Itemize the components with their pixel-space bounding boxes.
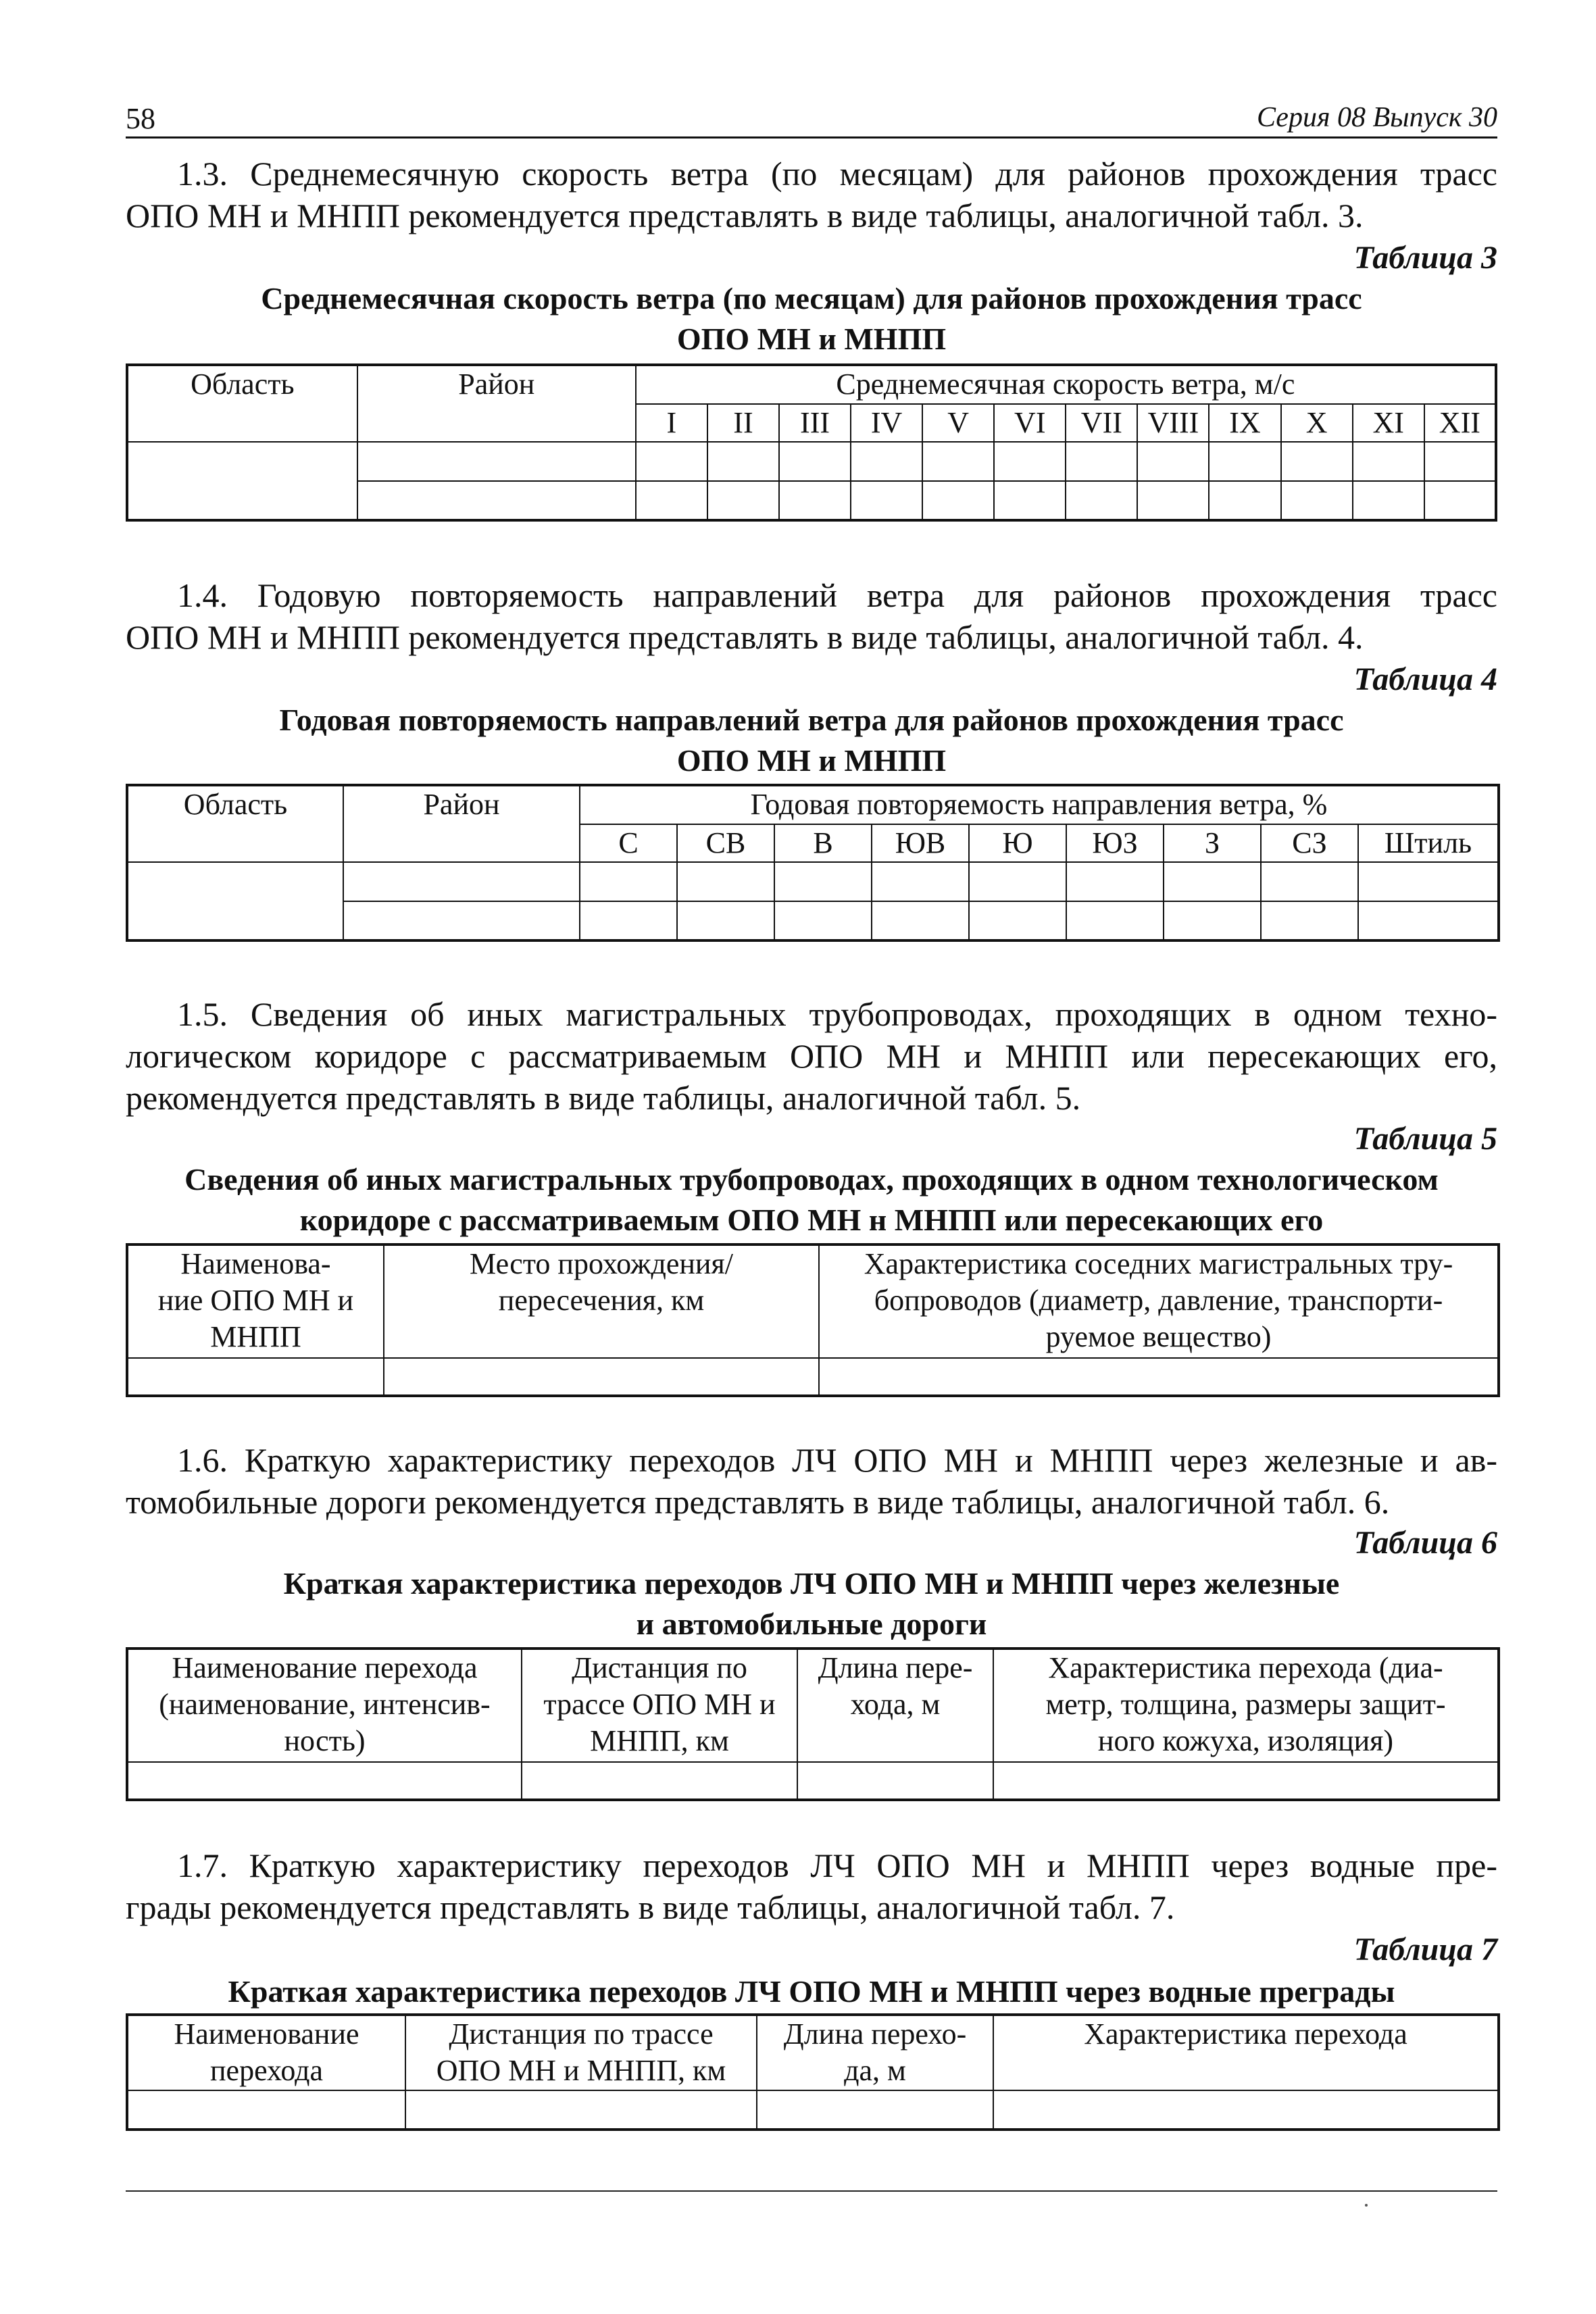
header-distance xyxy=(522,1649,797,1762)
header-line: Характеристика перехода xyxy=(1084,2017,1407,2051)
paragraph-1-4 xyxy=(126,574,1497,658)
header-line: перехода xyxy=(210,2054,323,2087)
month-header: VIII xyxy=(1137,404,1209,442)
header-wind-direction: Годовая повторяемость направления ветра, % xyxy=(580,785,1499,824)
direction-header: ЮЗ xyxy=(1066,824,1164,862)
title-line: Краткая характеристика переходов ЛЧ ОПО МН и МНПП через железные xyxy=(283,1566,1340,1601)
month-header: VI xyxy=(994,404,1066,442)
table-6-title xyxy=(126,1563,1497,1644)
header-distance xyxy=(405,2015,757,2090)
empty-cell xyxy=(127,862,343,940)
header-line: Дистанция по трассе xyxy=(449,2017,714,2051)
title-line: Среднемесячная скорость ветра (по месяцам) для районов прохождения трасс xyxy=(261,281,1362,316)
paragraph-line: рекомендуется представлять в виде таблицы, аналогичной табл. 5. xyxy=(126,1079,1081,1117)
table-row xyxy=(127,442,1496,481)
paragraph-1-7 xyxy=(126,1844,1497,1928)
footer-rule xyxy=(126,2190,1497,2192)
header-characteristics xyxy=(819,1244,1499,1358)
table-7 xyxy=(126,2013,1500,2131)
header-wind-speed: Среднемесячная скорость ветра, м/с xyxy=(636,365,1496,404)
title-line: ОПО МН и МНПП xyxy=(676,322,947,356)
table-4 xyxy=(126,784,1500,942)
table-3 xyxy=(126,363,1497,522)
table-row xyxy=(127,862,1499,901)
header-oblast: Область xyxy=(127,365,357,442)
page-header xyxy=(126,101,1497,139)
table-7-title xyxy=(126,1971,1497,2012)
header-line: Длина перехо- xyxy=(783,2017,967,2051)
header-crossing-name xyxy=(127,1649,522,1762)
header-line: хода, м xyxy=(850,1688,941,1721)
month-header: III xyxy=(779,404,851,442)
header-line: ние ОПО МН и xyxy=(157,1284,354,1317)
direction-header: З xyxy=(1164,824,1261,862)
table-6 xyxy=(126,1647,1500,1801)
table-3-label: Таблица 3 xyxy=(1353,240,1497,276)
header-line: ного кожуха, изоляция) xyxy=(1097,1724,1394,1757)
paragraph-1-3 xyxy=(126,153,1497,236)
month-header: VII xyxy=(1066,404,1137,442)
header-line: пересечения, км xyxy=(498,1284,705,1317)
paragraph-line: ОПО МН и МНПП рекомендуется представлять в виде таблицы, аналогичной табл. 3. xyxy=(126,197,1364,234)
month-header: IX xyxy=(1209,404,1280,442)
direction-header: С xyxy=(580,824,677,862)
header-line: Характеристика перехода (диа- xyxy=(1048,1651,1443,1684)
table-5-title xyxy=(126,1159,1497,1240)
title-line: Сведения об иных магистральных трубопроводах, проходящих в одном технологическом xyxy=(184,1162,1439,1197)
table-4-title xyxy=(126,700,1497,781)
month-header: II xyxy=(707,404,779,442)
paragraph-line: 1.7. Краткую характеристику переходов ЛЧ ОПО МН и МНПП через водные пре- xyxy=(177,1846,1497,1884)
paragraph-1-5 xyxy=(126,993,1497,1119)
header-crossing-characteristics xyxy=(993,2015,1499,2090)
header-pipeline-name xyxy=(127,1244,384,1358)
header-line: МНПП, км xyxy=(590,1724,729,1757)
direction-header: В xyxy=(774,824,872,862)
table-5 xyxy=(126,1243,1500,1397)
header-line: Характеристика соседних магистральных тру- xyxy=(864,1247,1453,1280)
direction-header: СЗ xyxy=(1261,824,1358,862)
table-row xyxy=(127,2090,1499,2130)
table-4-label: Таблица 4 xyxy=(1353,661,1497,697)
month-header: V xyxy=(922,404,994,442)
empty-cell xyxy=(127,442,357,520)
header-line: ОПО МН и МНПП, км xyxy=(436,2054,726,2087)
header-location xyxy=(384,1244,819,1358)
title-line: коридоре с рассматриваемым ОПО МН н МНПП или пересекающих его xyxy=(299,1203,1324,1237)
header-length xyxy=(757,2015,993,2090)
paragraph-line: ОПО МН и МНПП рекомендуется представлять в виде таблицы, аналогичной табл. 4. xyxy=(126,618,1364,656)
direction-header: ЮВ xyxy=(872,824,969,862)
series-title: Серия 08 Выпуск 30 xyxy=(1257,102,1497,133)
month-header: XI xyxy=(1353,404,1424,442)
header-oblast: Область xyxy=(127,785,343,862)
table-5-label: Таблица 5 xyxy=(1353,1121,1497,1157)
header-rayon: Район xyxy=(357,365,636,442)
header-line: МНПП xyxy=(210,1320,301,1353)
header-line: Дистанция по xyxy=(572,1651,747,1684)
paragraph-line: грады рекомендуется представлять в виде таблицы, аналогичной табл. 7. xyxy=(126,1888,1175,1926)
header-line: Длина пере- xyxy=(818,1651,973,1684)
table-6-label: Таблица 6 xyxy=(1353,1525,1497,1561)
header-line: Наименование перехода xyxy=(172,1651,478,1684)
paragraph-line: логическом коридоре с рассматриваемым ОПО МН и МНПП или пересекающих его, xyxy=(126,1037,1497,1075)
month-header: X xyxy=(1281,404,1353,442)
month-header: XII xyxy=(1424,404,1496,442)
header-line: трассе ОПО МН и xyxy=(543,1688,776,1721)
header-length xyxy=(797,1649,993,1762)
page-number: 58 xyxy=(126,102,155,135)
header-line: ность) xyxy=(284,1724,366,1757)
paragraph-line: 1.4. Годовую повторяемость направлений ветра для районов прохождения трасс xyxy=(177,576,1497,614)
header-line: Наименование xyxy=(174,2017,359,2051)
paragraph-line: 1.6. Краткую характеристику переходов ЛЧ ОПО МН и МНПП через железные и ав- xyxy=(177,1441,1497,1479)
header-crossing-name xyxy=(127,2015,405,2090)
scan-speck xyxy=(1365,2204,1368,2207)
direction-header: Штиль xyxy=(1358,824,1499,862)
paragraph-line: томобильные дороги рекомендуется представлять в виде таблицы, аналогичной табл. 6. xyxy=(126,1483,1390,1521)
direction-header: Ю xyxy=(969,824,1066,862)
table-3-title xyxy=(126,278,1497,359)
title-line: Годовая повторяемость направлений ветра для районов прохождения трасс xyxy=(279,703,1344,737)
table-row xyxy=(127,1358,1499,1396)
header-line: да, м xyxy=(844,2054,906,2087)
title-line: ОПО МН и МНПП xyxy=(676,743,947,778)
paragraph-1-6 xyxy=(126,1439,1497,1523)
header-line: бопроводов (диаметр, давление, транспорти- xyxy=(874,1284,1443,1317)
header-rayon: Район xyxy=(343,785,580,862)
month-header: I xyxy=(636,404,707,442)
table-row xyxy=(127,1762,1499,1800)
header-line: Место прохождения/ xyxy=(470,1247,733,1280)
table-7-label: Таблица 7 xyxy=(1353,1932,1497,1967)
header-line: руемое вещество) xyxy=(1045,1320,1272,1353)
paragraph-line: 1.5. Сведения об иных магистральных трубопроводах, проходящих в одном техно- xyxy=(177,995,1497,1033)
paragraph-line: 1.3. Среднемесячную скорость ветра (по месяцам) для районов прохождения трасс xyxy=(177,155,1497,193)
month-header: IV xyxy=(851,404,922,442)
title-line: Краткая характеристика переходов ЛЧ ОПО МН и МНПП через водные преграды xyxy=(228,1974,1395,2009)
header-line: метр, толщина, размеры защит- xyxy=(1045,1688,1446,1721)
header-line: (наименование, интенсив- xyxy=(159,1688,491,1721)
direction-header: СВ xyxy=(677,824,774,862)
header-crossing-characteristics xyxy=(993,1649,1499,1762)
title-line: и автомобильные дороги xyxy=(636,1607,987,1641)
header-line: Наименова- xyxy=(180,1247,331,1280)
